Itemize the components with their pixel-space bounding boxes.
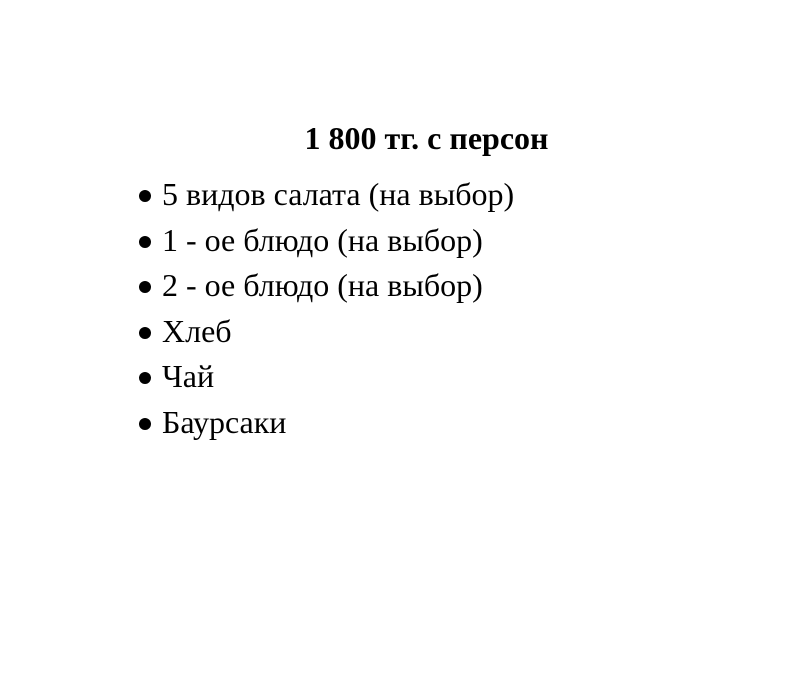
list-item-label: Чай: [162, 358, 215, 395]
price-heading: 1 800 тг. с персон: [304, 120, 549, 156]
bullet-icon: [139, 236, 151, 248]
list-item-label: 5 видов салата (на выбор): [162, 176, 515, 212]
list-item-label: Баурсаки: [162, 403, 287, 440]
list-item-label: 2 - ое блюдо (на выбор): [162, 267, 483, 304]
list-item-label: 1 - ое блюдо (на выбор): [162, 221, 483, 258]
bullet-icon: [139, 190, 151, 202]
bullet-icon: [139, 418, 151, 430]
bullet-icon: [139, 327, 151, 339]
bullet-icon: [139, 281, 151, 293]
list-item-label: Хлеб: [162, 312, 232, 349]
bullet-icon: [139, 372, 151, 384]
